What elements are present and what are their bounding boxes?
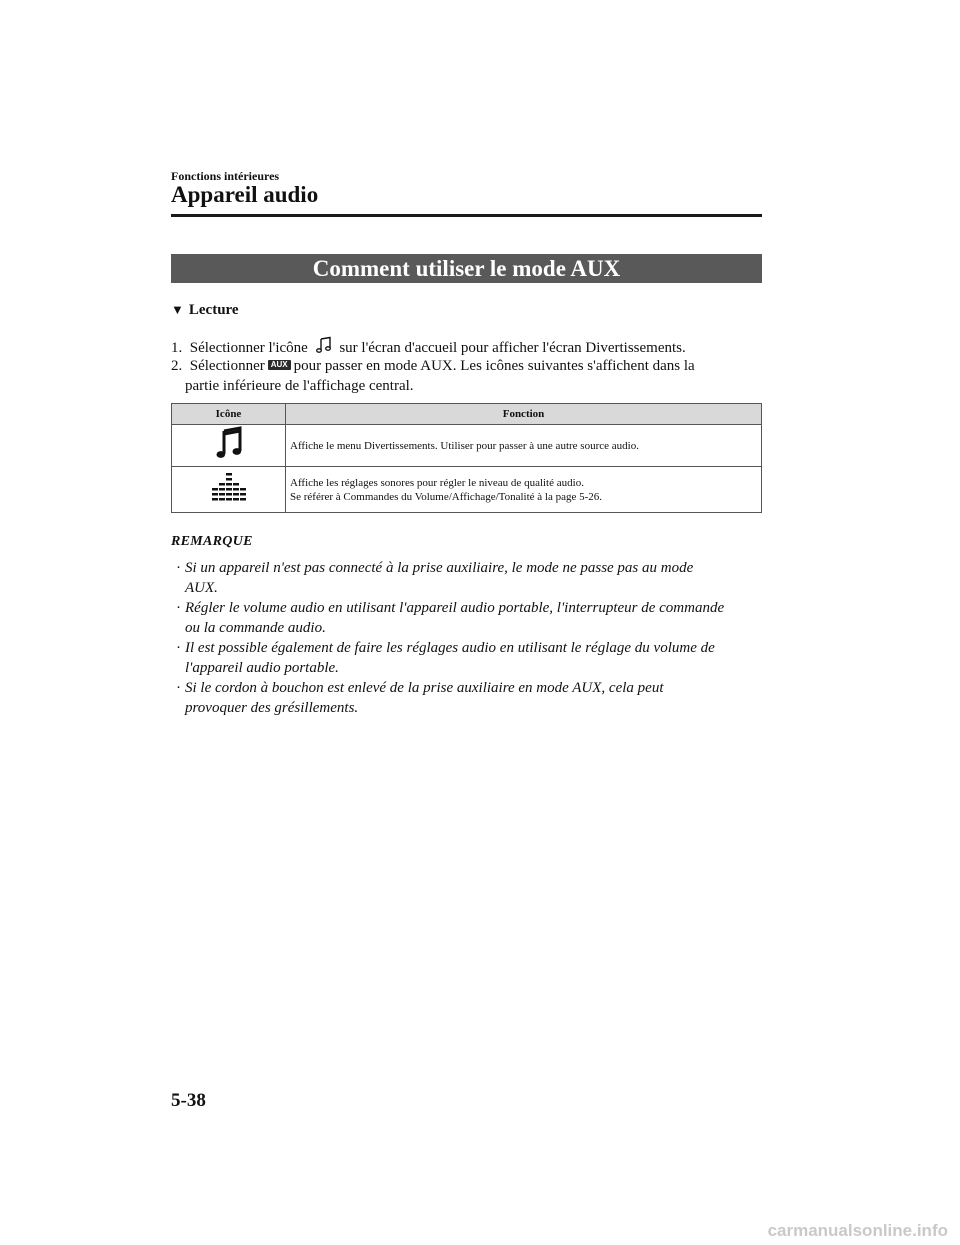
table-row	[172, 467, 762, 513]
chapter-label: Fonctions intérieures	[171, 169, 280, 183]
list-item	[176, 558, 766, 598]
step-text: sur l'écran d'accueil pour afficher l'écran Divertissements.	[339, 340, 686, 356]
remarque-list	[176, 558, 766, 718]
section-banner: Comment utiliser le mode AUX	[171, 254, 762, 283]
icon-cell	[172, 467, 286, 513]
function-cell	[286, 425, 762, 467]
note-text: ou la commande audio.	[185, 620, 326, 636]
note-text: Il est possible également de faire les réglages audio en utilisant le réglage du volume de	[185, 640, 715, 656]
subsection-heading	[171, 302, 239, 319]
step-number: 2.	[171, 358, 183, 374]
page-title: Appareil audio	[171, 182, 319, 207]
column-header-icon: Icône	[172, 404, 286, 425]
title-rule	[171, 214, 762, 217]
note-text: AUX.	[185, 580, 218, 596]
note-text: Régler le volume audio en utilisant l'appareil audio portable, l'interrupteur de commande	[185, 600, 725, 616]
equalizer-icon	[212, 471, 246, 503]
remarque-title: REMARQUE	[171, 534, 253, 549]
icon-function-table	[171, 403, 762, 513]
bullet-icon: ·	[176, 560, 181, 576]
step-text: Sélectionner l'icône	[189, 340, 308, 356]
subsection-label: Lecture	[188, 302, 239, 318]
step-2-continued: partie inférieure de l'affichage central.	[185, 378, 414, 394]
triangle-bullet-icon: ▼	[171, 302, 184, 317]
step-1	[171, 336, 771, 358]
function-cell	[286, 467, 762, 513]
function-text: Se référer à Commandes du Volume/Affichage/Tonalité à la page 5-26.	[290, 490, 603, 503]
list-item	[176, 598, 766, 638]
step-text: pour passer en mode AUX. Les icônes suivantes s'affichent dans la	[293, 358, 695, 374]
table-header-row	[172, 404, 762, 425]
column-header-function: Fonction	[286, 404, 762, 425]
function-text: Affiche les réglages sonores pour régler le niveau de qualité audio.	[290, 476, 584, 489]
bullet-icon: ·	[176, 680, 181, 696]
list-item	[176, 678, 766, 718]
function-text: Affiche le menu Divertissements. Utiliser pour passer à une autre source audio.	[290, 439, 639, 452]
bullet-icon: ·	[176, 640, 181, 656]
bullet-icon: ·	[176, 600, 181, 616]
aux-chip-icon: AUX	[268, 360, 291, 370]
note-text: provoquer des grésillements.	[185, 700, 359, 716]
music-note-icon	[315, 336, 333, 354]
step-number: 1.	[171, 340, 183, 356]
note-text: Si un appareil n'est pas connecté à la prise auxiliaire, le mode ne passe pas au mode	[185, 560, 694, 576]
music-note-icon	[216, 426, 242, 460]
note-text: l'appareil audio portable.	[185, 660, 339, 676]
page-number: 5-38	[171, 1090, 206, 1111]
table-row	[172, 425, 762, 467]
list-item	[176, 638, 766, 678]
note-text: Si le cordon à bouchon est enlevé de la prise auxiliaire en mode AUX, cela peut	[185, 680, 664, 696]
step-2	[171, 356, 771, 376]
icon-cell	[172, 425, 286, 467]
step-text: Sélectionner	[189, 358, 265, 374]
watermark: carmanualsonline.info	[767, 1221, 948, 1240]
